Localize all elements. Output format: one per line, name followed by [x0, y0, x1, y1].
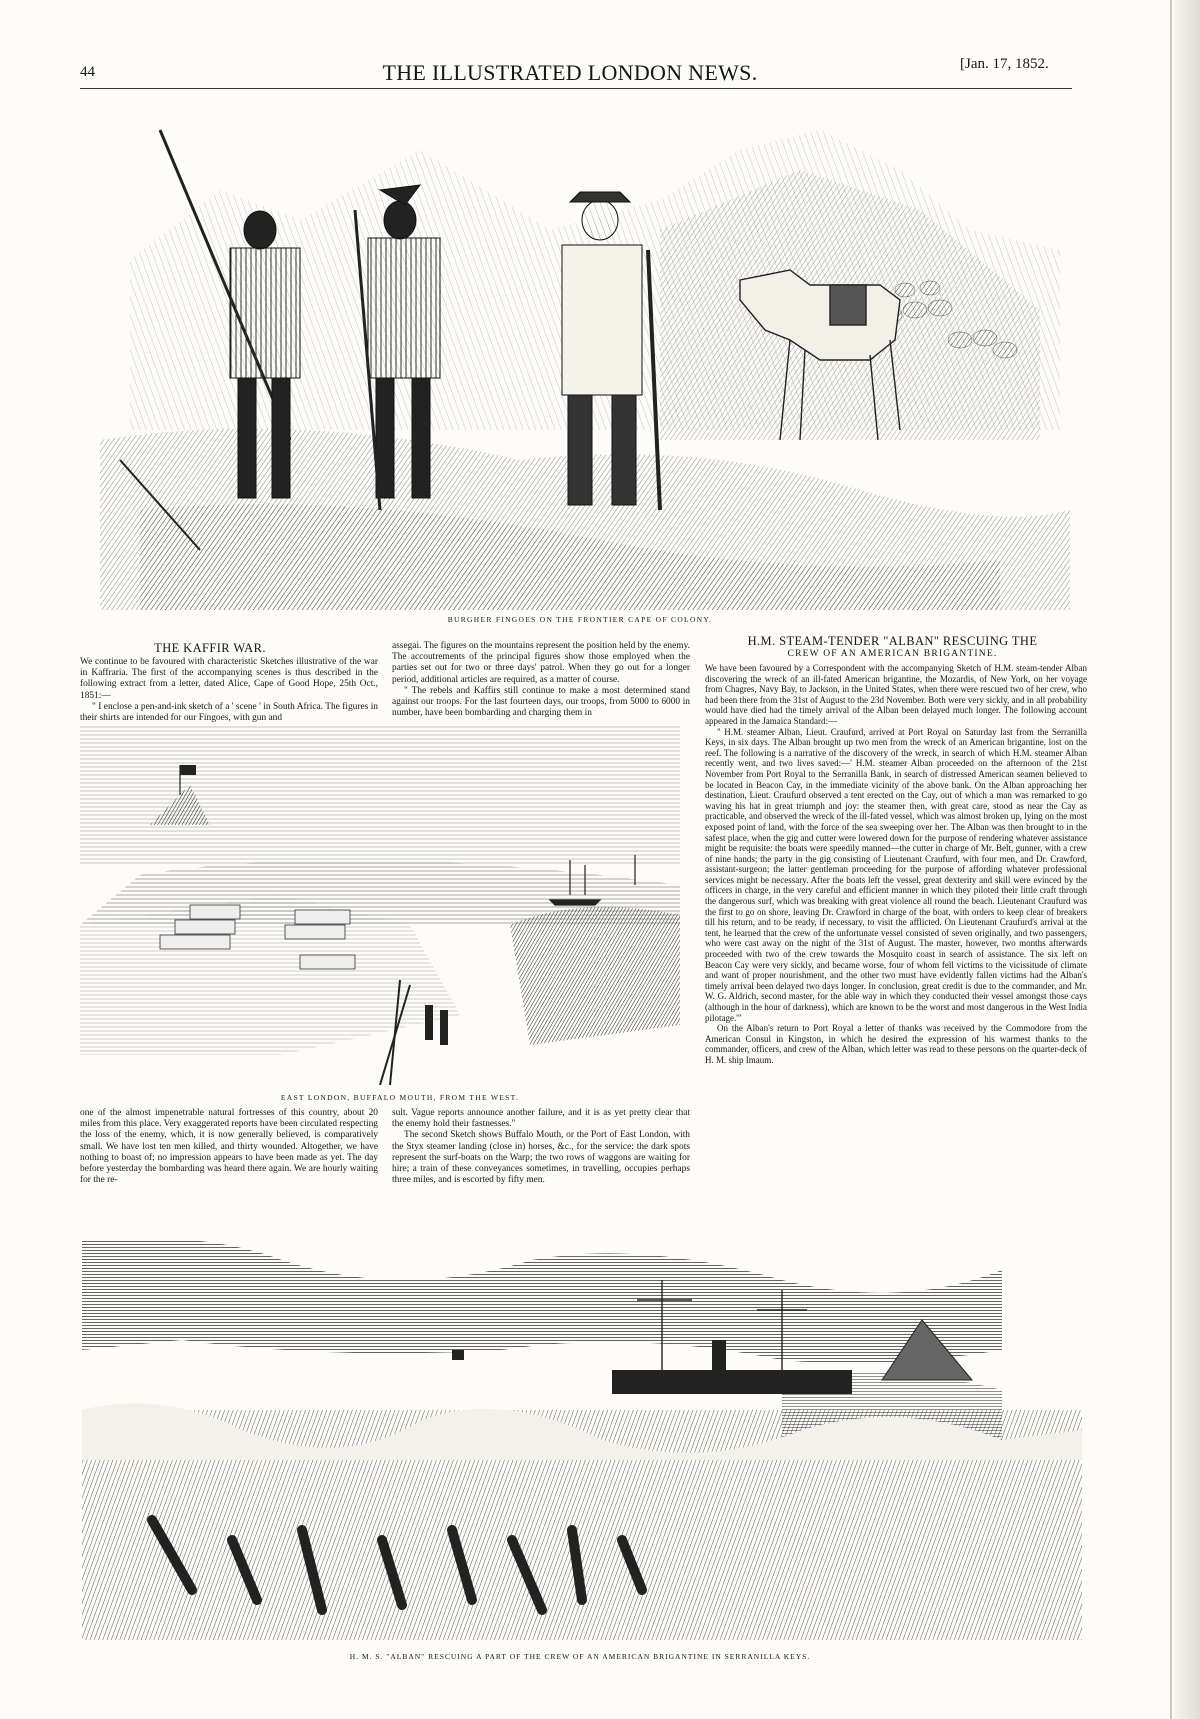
kaffir-col1-para-1: We continue to be favoured with characteristic Sketches illustrative of the war in Kaffraria. The first of the accompanying scenes is thus described in the following extract from a letter, dated Alice, Cape of Good Hope, 25th Oct., 1851:—: [80, 657, 378, 701]
kaffir-col2-bottom-para-2: The second Sketch shows Buffalo Mouth, or the Port of East London, with the Styx steamer landing (close in) horses, &c., for the service: the dark spots represent the surf-boats on the Warp; the two rows of waggons are waiting for hire; a train of these conveyances sometimes, in travelling, occupies perhaps three miles, and is escorted by fifty men.: [392, 1130, 690, 1186]
kaffir-col2-top: [392, 641, 690, 719]
kaffir-war-headline: THE KAFFIR WAR.: [154, 641, 266, 655]
alban-para-1: We have been favoured by a Correspondent with the accompanying Sketch of H.M. steam-tender Alban discovering the wreck of an ill-fated American brigantine, the Mozardis, of New York, on her voyage from Chagres, Navy Bay, to Jackson, in the United States, when there were rescued two of her crew, who had been there from the 31st of August to the 23d November. Both were very sickly, and in all probability would have died had the timely arrival of the Alban been delayed much longer. The following account appeared in the Jamaica Standard:—: [705, 663, 1087, 726]
alban-rescue-caption: H. M. S. "ALBAN" RESCUING A PART OF THE CREW OF AN AMERICAN BRIGANTINE IN SERRANILLA KEYS.: [349, 1652, 811, 1661]
kaffir-col2-bottom: [392, 1108, 690, 1186]
page-number: 44: [80, 64, 95, 80]
kaffir-col2-para-2: " The rebels and Kaffirs still continue to make a most determined stand against our troops. For the last fourteen days, our troops, from 5000 to 6000 in number, have been bombarding and charging them in: [392, 685, 690, 719]
page-fold-line: [1170, 0, 1172, 1719]
kaffir-col1-bottom: [80, 1108, 378, 1186]
masthead-title: THE ILLUSTRATED LONDON NEWS.: [382, 60, 758, 85]
buffalo-mouth-engraving: [80, 725, 680, 1090]
alban-para-2: " H.M. steamer Alban, Lieut. Craufurd, arrived at Port Royal on Saturday last from the Serranilla Keys, in six days. The Alban brought up two men from the wreck of an American brigantine, lost on the reef. The following is a narrative of the discovery of the wreck, in search of which H.M. steamer Alban recently went, and two lives saved:—' H.M. steamer Alban proceeded on the afternoon of the 21st November from Port Royal to the Serranilla Bank, in search of distressed American seamen believed to be located in Beacon Cay, in the immediate vicinity of the above bank. On the Alban approaching her destination, Lieut. Craufurd observed a tent erected on the Cay, out of which a man was remarked to go waving his hat in great triumph and joy: the steamer then, with great care, stood as near the Cay as practicable, and observed the wreck of the ill-fated vessel, which was almost broken up, lying on the most exposed point of land, with the force of the sea sweeping over her. The Alban was then brought to in the safest place, when the gig and cutter were lowered down for the purpose of rendering whatever assistance might be requisite: the boats were speedily manned—the cutter in charge of Mr. Belt, gunner, with a crew of nine hands; the party in the gig consisting of Lieutenant Craufurd, with four men, and Dr. Crawford, assistant-surgeon; the latter gentleman proceeding for the purpose of affording whatever professional services might be necessary. After the boats left the vessel, great dexterity and skill were evinced by the officers in charge, in the very careful and efficient manner in which they piloted their little craft through the dangerous surf, which was breaking with great violence all round the beach. Lieutenant Craufurd was the first to go on shore, leaving Dr. Crawford in charge of the boat, with orders to keep clear of breakers till his return, and to be ready, if necessary, to visit the afflicted. On Lieutenant Craufurd's arrival at the tent, he learned that the crew of the unfortunate vessel consisted of seven originally, and two passengers, who were cast away on the night of the 31st of August. The master, however, two months afterwards proceeded with two of the crew towards the Mosquito coast in search of assistance. The six left on Beacon Cay were very sickly, and became worse, four of whom fell victims to the vicissitude of climate and want of proper nourishment, and the other two must have evidently fallen victims had the Alban's timely arrival been delayed two days longer. In conclusion, great credit is due to the commander, and Mr. W. G. Aldrich, second master, for the able way in which they conducted their vessel amongst those cays (although in the hour of darkness), which are known to be the worst and most dangerous in the West India pilotage.'": [705, 726, 1087, 1023]
alban-subhead: CREW OF AN AMERICAN BRIGANTINE.: [787, 649, 998, 659]
kaffir-col1-top: [80, 657, 378, 724]
alban-rescue-engraving: [82, 1240, 1082, 1640]
kaffir-col1-bottom-para: one of the almost impenetrable natural fortresses of this country, about 20 miles from this place. Very exaggerated reports have been circulated respecting the loss of the enemy, which, it is now generally believed, is comparatively small. We have lost ten men killed, and thirty wounded. Altogether, we have nothing to boast of; no impression appears to have been made as yet. The day before yesterday the bombarding was heard there again. We are hourly waiting for the re-: [80, 1108, 378, 1186]
alban-headline: H.M. STEAM-TENDER "ALBAN" RESCUING THE: [747, 634, 1038, 648]
kaffir-col2-para-1: assegai. The figures on the mountains represent the position held by the enemy. The accoutrements of the principal figures show those employed when the parties set out for two or three days' patrol. When they go out for a longer period, additional articles are required, as a matter of course.: [392, 641, 690, 685]
buffalo-mouth-caption: EAST LONDON, BUFFALO MOUTH, FROM THE WEST.: [280, 1093, 520, 1102]
alban-article: [705, 663, 1087, 1066]
page-edge-shadow: [1174, 0, 1200, 1719]
alban-para-3: On the Alban's return to Port Royal a letter of thanks was received by the Commodore from the American Consul in Kingston, in which he desired the expression of his warmest thanks to the commander, officers, and crew of the Alban, which letter was read to these persons on the quarter-deck of H. M. ship Imaum.: [705, 1023, 1087, 1065]
fingoes-engraving: [100, 110, 1070, 610]
kaffir-col2-bottom-para-1: sult. Vague reports announce another failure, and it is as yet pretty clear that the enemy hold their fastnesses.": [392, 1108, 690, 1130]
masthead-rule: [80, 88, 1072, 89]
kaffir-col1-para-2: " I enclose a pen-and-ink sketch of a ' scene ' in South Africa. The figures in their shirts are intended for our Fingoes, with gun and: [80, 701, 378, 724]
fingoes-caption: BURGHER FINGOES ON THE FRONTIER CAPE OF COLONY.: [447, 615, 713, 624]
issue-date: [Jan. 17, 1852.: [960, 56, 1049, 72]
